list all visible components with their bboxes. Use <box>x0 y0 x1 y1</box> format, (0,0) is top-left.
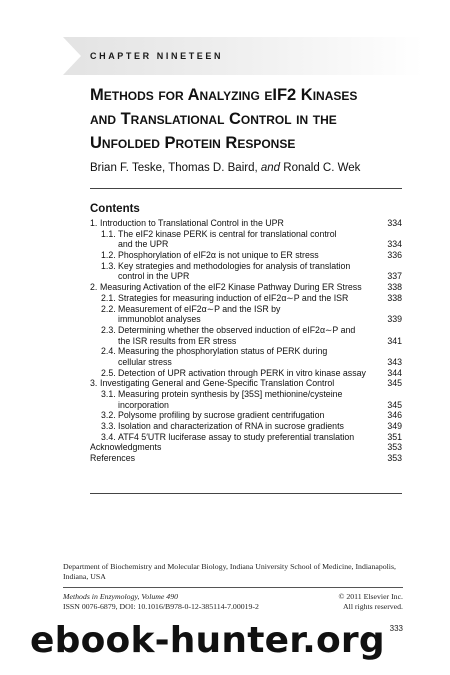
authors-and: and <box>260 162 281 174</box>
toc-entry <box>90 261 402 272</box>
toc-entry-title: immunoblot analyses <box>118 314 201 325</box>
title-line-2: and Translational Control in the <box>90 110 337 128</box>
toc-entry <box>90 336 402 347</box>
toc-entry-title: incorporation <box>118 399 169 410</box>
toc-entry-number: 1.3. <box>101 260 116 271</box>
footer-publication-info <box>63 592 259 612</box>
toc-entry <box>90 325 402 336</box>
toc-entry-title: the ISR results from ER stress <box>118 335 237 346</box>
toc-entry-title: Determining whether the observed induction of eIF2α∼P and <box>118 324 356 335</box>
divider-bottom <box>90 493 402 494</box>
toc-entry <box>90 368 402 379</box>
toc-entry-page: 353 <box>387 442 402 453</box>
toc-entry-number: 3. <box>90 378 98 389</box>
toc-entry-number: 2. <box>90 282 98 293</box>
copyright-line: © 2011 Elsevier Inc. <box>338 592 403 601</box>
toc-entry-title: Measuring the phosphorylation status of PERK during <box>118 346 328 357</box>
journal-volume: Methods in Enzymology, Volume 490 <box>63 592 178 601</box>
toc-entry-number: 2.2. <box>101 303 116 314</box>
toc-entry-title: Polysome profiling by sucrose gradient centrifugation <box>118 410 325 421</box>
toc-entry-title: control in the UPR <box>118 271 190 282</box>
toc-entry-number: 1.2. <box>101 250 116 261</box>
chapter-label: CHAPTER NINETEEN <box>90 51 224 61</box>
toc-entry-page: 334 <box>387 239 402 250</box>
table-of-contents <box>90 218 402 464</box>
toc-entry <box>90 293 402 304</box>
authors-last: Ronald C. Wek <box>283 162 361 174</box>
toc-entry-title: Acknowledgments <box>90 442 162 453</box>
toc-entry-title: Introduction to Translational Control in the UPR <box>100 218 284 228</box>
toc-entry-page: 351 <box>387 431 402 442</box>
toc-entry <box>90 282 402 293</box>
toc-entry <box>90 410 402 421</box>
toc-entry-title: ATF4 5′UTR luciferase assay to study preferential translation <box>118 431 355 442</box>
author-affiliation: Department of Biochemistry and Molecular Biology, Indiana University School of Medicine, Indianapolis, Indiana, USA <box>63 562 396 581</box>
toc-entry-page: 337 <box>387 271 402 282</box>
toc-entry-page: 349 <box>387 421 402 432</box>
toc-entry-page: 336 <box>387 250 402 261</box>
page-number: 333 <box>389 624 403 633</box>
toc-entry <box>90 250 402 261</box>
toc-entry-number: 3.4. <box>101 431 116 442</box>
toc-entry-page: 353 <box>387 453 402 464</box>
toc-entry-title: Measuring Activation of the eIF2 Kinase Pathway During ER Stress <box>100 282 362 293</box>
title-line-3: Unfolded Protein Response <box>90 134 296 152</box>
toc-entry-page: 334 <box>387 218 402 228</box>
chapter-title <box>90 83 420 155</box>
toc-entry <box>90 400 402 411</box>
footer-divider <box>63 587 403 588</box>
toc-entry-number: 2.4. <box>101 346 116 357</box>
toc-entry-title: Detection of UPR activation through PERK in vitro kinase assay <box>118 367 366 378</box>
watermark-logo: ebook-hunter.org <box>30 620 385 661</box>
toc-entry-title: Strategies for measuring induction of eIF2α∼P and the ISR <box>118 292 349 303</box>
toc-entry-title: cellular stress <box>118 356 172 367</box>
toc-entry <box>90 442 402 453</box>
toc-entry-title: Key strategies and methodologies for analysis of translation <box>118 260 351 271</box>
toc-entry-number: 2.1. <box>101 292 116 303</box>
toc-entry <box>90 357 402 368</box>
rights-line: All rights reserved. <box>343 602 403 611</box>
toc-entry-page: 345 <box>387 378 402 389</box>
toc-entry <box>90 421 402 432</box>
toc-entry-title: Measuring protein synthesis by [35S] methionine/cysteine <box>118 389 343 399</box>
toc-entry <box>90 346 402 357</box>
toc-entry-number: 1. <box>90 218 98 228</box>
toc-entry-number: 1.1. <box>101 228 116 239</box>
toc-entry-page: 343 <box>387 356 402 367</box>
toc-entry <box>90 453 402 464</box>
toc-entry <box>90 389 402 400</box>
toc-entry <box>90 304 402 315</box>
issn-doi: ISSN 0076-6879, DOI: 10.1016/B978-0-12-385114-7.00019-2 <box>63 602 259 611</box>
toc-entry-page: 338 <box>387 292 402 303</box>
toc-entry-page: 338 <box>387 282 402 293</box>
toc-entry-number: 2.5. <box>101 367 116 378</box>
toc-entry <box>90 314 402 325</box>
toc-entry-title: Measurement of eIF2α∼P and the ISR by <box>118 303 281 314</box>
toc-entry-page: 344 <box>387 367 402 378</box>
chapter-arrow-notch <box>63 37 83 75</box>
toc-entry <box>90 271 402 282</box>
toc-entry-page: 345 <box>387 399 402 410</box>
toc-entry-page: 339 <box>387 314 402 325</box>
toc-entry-title: References <box>90 453 135 464</box>
toc-entry-title: Isolation and characterization of RNA in sucrose gradients <box>118 421 344 432</box>
toc-entry <box>90 229 402 240</box>
toc-entry-number: 2.3. <box>101 324 116 335</box>
toc-entry <box>90 239 402 250</box>
toc-entry <box>90 432 402 443</box>
toc-entry <box>90 378 402 389</box>
toc-entry-title: Phosphorylation of eIF2α is not unique to ER stress <box>118 250 319 261</box>
toc-entry-number: 3.1. <box>101 389 116 399</box>
toc-entry-number: 3.2. <box>101 410 116 421</box>
toc-entry-number: 3.3. <box>101 421 116 432</box>
toc-entry-title: The eIF2 kinase PERK is central for translational control <box>118 228 337 239</box>
author-list <box>90 162 410 174</box>
toc-entry-page: 346 <box>387 410 402 421</box>
toc-entry <box>90 218 402 229</box>
footer-copyright <box>338 592 403 612</box>
toc-entry-page: 341 <box>387 335 402 346</box>
title-line-1: Methods for Analyzing eIF2 Kinases <box>90 86 358 104</box>
authors-first: Brian F. Teske, Thomas D. Baird, <box>90 162 258 174</box>
toc-entry-title: and the UPR <box>118 239 169 250</box>
toc-entry-title: Investigating General and Gene-Specific Translation Control <box>100 378 335 389</box>
contents-heading: Contents <box>90 203 140 215</box>
divider-top <box>90 188 402 189</box>
